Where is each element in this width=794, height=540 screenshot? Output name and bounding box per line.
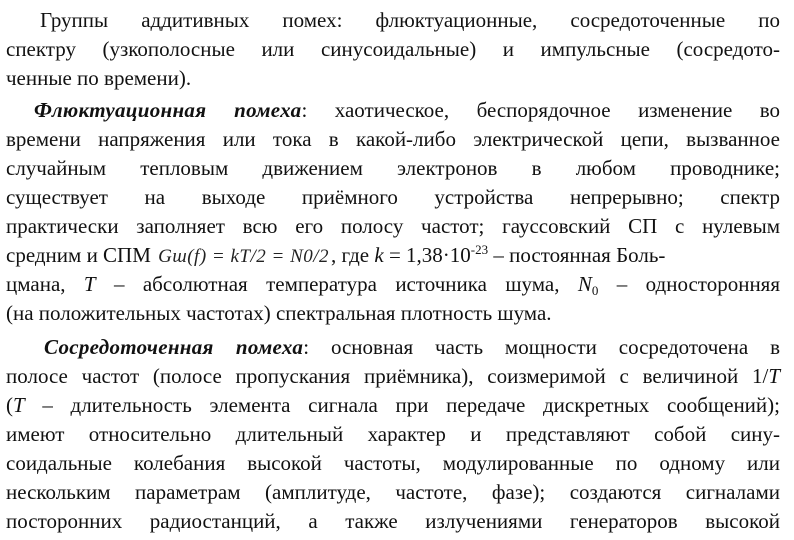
text: Группы аддитивных помех: флюктуационные, сосредоточенные по bbox=[40, 8, 780, 32]
text: посторонних радиостанций, а также излучениями генераторов высокой bbox=[6, 509, 780, 533]
text: ченные по времени). bbox=[6, 66, 192, 90]
para3-line5 bbox=[6, 449, 780, 477]
text: соидальные колебания высокой частоты, модулированные по одному или bbox=[6, 451, 780, 475]
para3-line2 bbox=[6, 362, 780, 390]
text: : хаотическое, беспорядочное изменение во bbox=[301, 98, 781, 122]
text: нескольким параметрам (амплитуде, частоте, фазе); создаются сигналами bbox=[6, 480, 780, 504]
para3-line1 bbox=[44, 333, 780, 361]
text: случайным тепловым движением электронов в любом проводнике; bbox=[6, 156, 780, 180]
text: цмана, bbox=[6, 272, 84, 296]
para2-line5 bbox=[6, 212, 780, 240]
para2-line8 bbox=[6, 299, 780, 327]
text: : основная часть мощности сосредоточена в bbox=[303, 335, 780, 359]
para1-line3 bbox=[6, 64, 780, 92]
para1-line2 bbox=[6, 35, 780, 63]
text: ( bbox=[6, 393, 13, 417]
subscript: 0 bbox=[591, 283, 599, 298]
text: имеют относительно длительный характер и представляют собой сину- bbox=[6, 422, 780, 446]
para2-line6 bbox=[6, 241, 780, 269]
para2-line7 bbox=[6, 270, 780, 298]
para1-line1 bbox=[40, 6, 780, 34]
text: спектру (узкополосные или синусоидальные) и импульсные (сосредото- bbox=[6, 37, 780, 61]
text: средним и СПМ bbox=[6, 243, 151, 267]
text: , где bbox=[331, 243, 370, 267]
para3-line4 bbox=[6, 420, 780, 448]
text: существует на выходе приёмного устройства непрерывно; спектр bbox=[6, 185, 780, 209]
text: – длительность элемента сигнала при передаче дискретных сообщений); bbox=[24, 393, 780, 417]
period-symbol: T bbox=[13, 393, 25, 417]
period-symbol: T bbox=[768, 364, 780, 388]
para2-line2 bbox=[6, 125, 780, 153]
boltzmann-symbol: k bbox=[374, 243, 384, 267]
para3-line3 bbox=[6, 391, 780, 419]
n0-symbol: N bbox=[577, 272, 592, 296]
text: – абсолютная температура источника шума, bbox=[95, 272, 578, 296]
para2-line4 bbox=[6, 183, 780, 211]
term-fluctuation-noise: Флюктуационная помеха bbox=[34, 98, 302, 122]
text: времени напряжения или тока в какой-либо электрической цепи, вызванное bbox=[6, 127, 780, 151]
text: = 1,38·10 bbox=[383, 243, 471, 267]
text: (на положительных частотах) спектральная плотность шума. bbox=[6, 301, 552, 325]
text: полосе частот (полосе пропускания приёмника), соизмеримой с величиной 1/ bbox=[6, 364, 769, 388]
para2-line1 bbox=[34, 96, 780, 124]
text: практически заполняет всю его полосу частот; гауссовский СП с нулевым bbox=[6, 214, 780, 238]
text: – односторонняя bbox=[598, 272, 781, 296]
temperature-symbol: T bbox=[83, 272, 96, 296]
term-concentrated-noise: Сосредоточенная помеха bbox=[44, 335, 304, 359]
para2-line3 bbox=[6, 154, 780, 182]
para3-line7 bbox=[6, 507, 780, 535]
para3-line6 bbox=[6, 478, 780, 506]
psd-formula: Gш(f) = kT/2 = N0/2 bbox=[158, 246, 330, 267]
text: – постоянная Боль- bbox=[488, 243, 666, 267]
exponent: -23 bbox=[470, 242, 489, 257]
